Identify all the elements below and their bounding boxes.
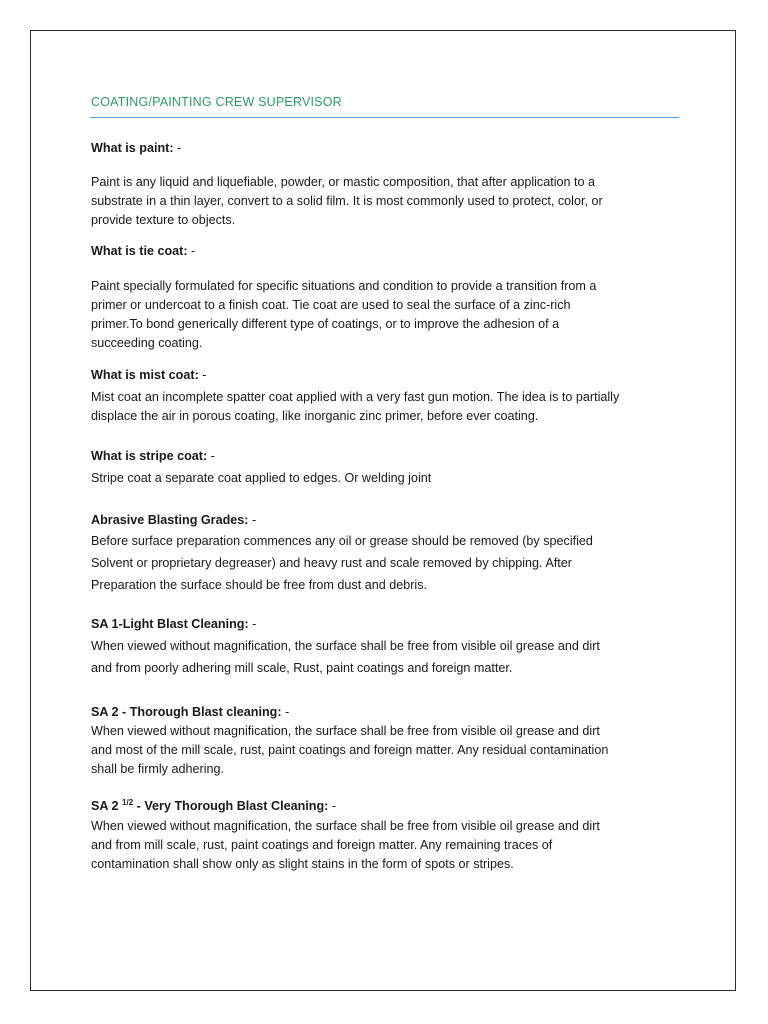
- document-title: COATING/PAINTING CREW SUPERVISOR: [91, 95, 342, 109]
- title-rule: [90, 117, 679, 118]
- section-heading-mist-coat: What is mist coat: -: [91, 368, 207, 382]
- section-heading-abrasive-blasting: Abrasive Blasting Grades: -: [91, 513, 257, 527]
- paragraph-line: When viewed without magnification, the surface shall be free from visible oil grease and dirt: [91, 639, 600, 653]
- section-heading-sa2-half: SA 2 $^{1/2}$ - Very Thorough Blast Cleaning: -: [91, 798, 337, 813]
- section-heading-paint: What is paint: -: [91, 141, 182, 155]
- section-heading-sa2: SA 2 - Thorough Blast cleaning: -: [91, 705, 290, 719]
- paragraph-line: contamination shall show only as slight stains in the form of spots or stripes.: [91, 857, 514, 871]
- paragraph-line: Preparation the surface should be free from dust and debris.: [91, 578, 428, 592]
- paragraph-line: Before surface preparation commences any oil or grease should be removed (by specified: [91, 534, 593, 548]
- paragraph-line: Stripe coat a separate coat applied to edges. Or welding joint: [91, 471, 432, 485]
- paragraph-line: primer.To bond generically different type of coatings, or to improve the adhesion of a: [91, 317, 560, 331]
- paragraph-line: Solvent or proprietary degreaser) and heavy rust and scale removed by chipping. After: [91, 556, 572, 570]
- superscript-fraction: 1/2: [122, 798, 134, 807]
- section-heading-sa1: SA 1-Light Blast Cleaning: -: [91, 617, 257, 631]
- paragraph-line: primer or undercoat to a finish coat. Tie coat are used to seal the surface of a zinc-rich: [91, 298, 571, 312]
- paragraph-line: and from mill scale, rust, paint coatings and foreign matter. Any remaining traces of: [91, 838, 553, 852]
- paragraph-line: Paint is any liquid and liquefiable, powder, or mastic composition, that after application to a: [91, 175, 596, 189]
- paragraph-line: Mist coat an incomplete spatter coat applied with a very fast gun motion. The idea is to partially: [91, 390, 620, 404]
- section-heading-stripe-coat: What is stripe coat: -: [91, 449, 215, 463]
- paragraph-line: provide texture to objects.: [91, 213, 236, 227]
- paragraph-line: When viewed without magnification, the surface shall be free from visible oil grease and dirt: [91, 819, 600, 833]
- paragraph-line: substrate in a thin layer, convert to a solid film. It is most commonly used to protect, color, or: [91, 194, 603, 208]
- paragraph-line: Paint specially formulated for specific situations and condition to provide a transition from a: [91, 279, 597, 293]
- paragraph-line: When viewed without magnification, the surface shall be free from visible oil grease and dirt: [91, 724, 600, 738]
- paragraph-line: succeeding coating.: [91, 336, 203, 350]
- paragraph-line: displace the air in porous coating, like inorganic zinc primer, before ever coating.: [91, 409, 539, 423]
- paragraph-line: and most of the mill scale, rust, paint coatings and foreign matter. Any residual contamination: [91, 743, 609, 757]
- section-heading-tie-coat: What is tie coat: -: [91, 244, 196, 258]
- paragraph-line: and from poorly adhering mill scale, Rust, paint coatings and foreign matter.: [91, 661, 513, 675]
- paragraph-line: shall be firmly adhering.: [91, 762, 224, 776]
